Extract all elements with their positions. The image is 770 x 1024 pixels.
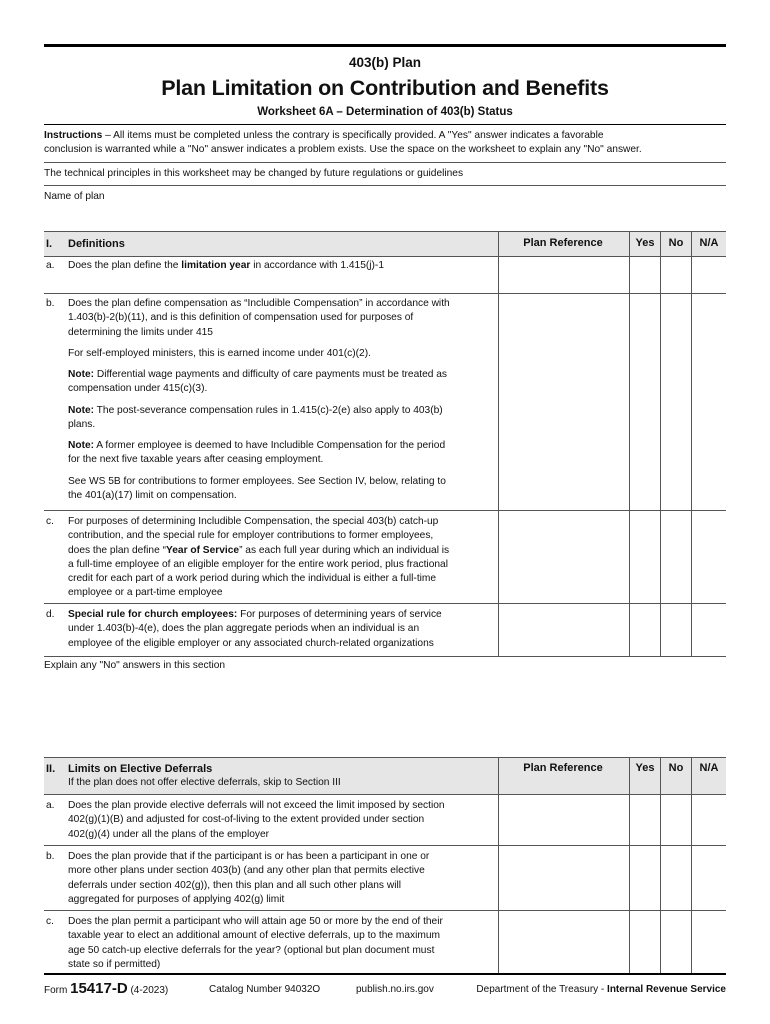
question-term: Special rule for church employees: (68, 609, 238, 620)
question-text: For purposes of determining years of service (237, 609, 442, 620)
question-line: state so if permitted) (68, 958, 161, 970)
question-text: in accordance with 1.415(j)-1 (250, 260, 384, 271)
column-line (691, 231, 692, 657)
ws-reference (68, 475, 498, 504)
no-header: No (668, 237, 684, 249)
question-line: more other plans under section 403(b) (and any other plan that permits elective (68, 865, 425, 877)
question-term: limitation year (181, 260, 251, 271)
note-text: The post-severance compensation rules in 1.415(c)-2(e) also apply to 403(b) (94, 405, 443, 416)
question-line: taxable year to elect an additional amount of elective deferrals, up to the maximum (68, 930, 441, 942)
agency-name: Internal Revenue Service (607, 984, 726, 995)
question-line: credit for each part of a work period during which the individual is either a full-time (68, 573, 437, 585)
technical-note: The technical principles in this worksheet may be changed by future regulations or guidelines (44, 168, 464, 179)
question-line: For purposes of determining Includible Compensation, the special 403(b) catch-up (68, 516, 439, 527)
instructions-line1: – All items must be completed unless the contrary is specifically provided. A "Yes" answer indicates a favorable (102, 130, 604, 141)
item-letter: b. (46, 851, 55, 862)
column-line (498, 757, 499, 973)
form-label: Form (44, 985, 68, 996)
question-term: Year of Service (166, 544, 240, 556)
name-of-plan-field[interactable] (120, 186, 720, 206)
question-line (68, 608, 498, 622)
question-line: 402(g)(1)(B) and adjusted for cost-of-living to the extent provided under section (68, 814, 425, 826)
question-text: does the plan define “ (68, 544, 166, 556)
question-line: under 1.403(b)-4(e), does the plan aggregate periods when an individual is an (68, 623, 420, 635)
form-number: 15417-D (70, 980, 128, 997)
note-text: for the next five taxable years after ceasing employment. (68, 454, 324, 466)
footer-rule (44, 973, 726, 975)
question-line: determining the limits under 415 (68, 326, 213, 338)
column-line (498, 231, 499, 657)
question-line: Does the plan provide elective deferrals will not exceed the limit imposed by section (68, 800, 445, 811)
question-line: aggregated for purposes of applying 402(g) limit (68, 893, 285, 905)
question-line: employee of the eligible employer or any associated church-related organizations (68, 637, 434, 649)
question-line: a full-time employee of an eligible employer for the entire work period, plus fractional (68, 558, 448, 570)
item-letter: c. (46, 516, 54, 527)
section2-title: Limits on Elective Deferrals (68, 763, 213, 775)
form-id (44, 980, 168, 997)
question-text: ” as each full year during which an individual is (239, 544, 450, 556)
yes-header: Yes (635, 762, 655, 774)
column-line (629, 231, 630, 657)
department-name: Department of the Treasury - (476, 984, 608, 995)
item-question (68, 259, 496, 273)
plan-reference-header: Plan Reference (523, 237, 603, 249)
item-question (68, 850, 498, 907)
note-text: Differential wage payments and difficulty of care payments must be treated as (94, 369, 448, 380)
item-question (68, 915, 498, 972)
row-divider (44, 910, 726, 911)
note-3 (68, 439, 498, 468)
question-line (68, 544, 498, 558)
note-label: Note: (68, 369, 95, 380)
section1-number: I. (46, 238, 53, 250)
yes-header: Yes (635, 237, 655, 249)
column-line (660, 231, 661, 657)
note-1 (68, 368, 498, 397)
item-letter: b. (46, 298, 55, 309)
row-divider (44, 603, 726, 604)
plan-reference-header: Plan Reference (523, 762, 603, 774)
website: publish.no.irs.gov (356, 984, 434, 995)
item-question (68, 515, 498, 601)
note-label: Note: (68, 405, 95, 416)
section1-title: Definitions (68, 238, 125, 250)
item-question (68, 608, 498, 651)
item-letter: a. (46, 260, 55, 271)
question-line: contribution, and the special rule for employer contributions to former employees, (68, 530, 434, 542)
note-text: compensation under 415(c)(3). (68, 383, 208, 395)
top-rule (44, 44, 726, 47)
question-line: employee or a part-time employee (68, 587, 223, 599)
plan-type: 403(b) Plan (348, 55, 422, 70)
reference-line: See WS 5B for contributions to former employees. See Section IV, below, relating to (68, 476, 446, 487)
question-line: 402(g)(4) under all the plans of the employer (68, 828, 270, 840)
section2-number: II. (46, 763, 56, 775)
column-line (660, 757, 661, 973)
instructions-line2: conclusion is warranted while a "No" answer indicates a problem exists. Use the space on the worksheet to explain any "No" answer. (44, 144, 642, 155)
row-divider (44, 510, 726, 511)
note-text: A former employee is deemed to have Includible Compensation for the period (94, 440, 446, 451)
instructions-text (44, 129, 734, 157)
form-date: (4-2023) (130, 985, 169, 996)
row-divider (44, 656, 726, 657)
na-header: N/A (699, 762, 719, 774)
column-line (629, 757, 630, 973)
divider (44, 124, 726, 125)
item-letter: c. (46, 916, 54, 927)
item-question (68, 297, 498, 340)
item-letter: a. (46, 800, 55, 811)
question-text: Does the plan define the (68, 260, 182, 271)
instructions-label: Instructions (44, 130, 103, 141)
question-line: Does the plan define compensation as “Includible Compensation” in accordance with (68, 298, 450, 309)
catalog-number: Catalog Number 94032O (209, 984, 321, 995)
divider (44, 162, 726, 163)
row-divider (44, 845, 726, 846)
question-line: deferrals under section 402(g)), then this plan and all such other plans will (68, 879, 401, 891)
question-line: 1.403(b)-2(b)(11), and is this definition of compensation used for purposes of (68, 312, 414, 324)
reference-line: the 401(a)(17) limit on compensation. (68, 490, 237, 502)
note-label: Note: (68, 440, 95, 451)
note-2 (68, 404, 498, 433)
ministers-note: For self-employed ministers, this is earned income under 401(c)(2). (68, 348, 371, 359)
question-line: Does the plan provide that if the participant is or has been a participant in one or (68, 851, 430, 862)
worksheet-subtitle: Worksheet 6A – Determination of 403(b) Status (257, 106, 513, 118)
item-question (68, 799, 498, 842)
explain-field[interactable] (44, 674, 726, 754)
page-title: Plan Limitation on Contribution and Benefits (161, 76, 609, 100)
department (476, 984, 726, 995)
name-of-plan-label: Name of plan (44, 191, 105, 202)
no-header: No (668, 762, 684, 774)
note-text: plans. (68, 419, 96, 431)
explain-label: Explain any "No" answers in this section (44, 660, 226, 671)
column-line (691, 757, 692, 973)
na-header: N/A (699, 237, 719, 249)
question-line: age 50 catch-up elective deferrals for the year? (optional but plan document must (68, 944, 435, 956)
section2-subtitle: If the plan does not offer elective deferrals, skip to Section III (68, 777, 341, 788)
row-divider (44, 293, 726, 294)
question-line: Does the plan permit a participant who will attain age 50 or more by the end of their (68, 916, 443, 927)
item-letter: d. (46, 609, 55, 620)
